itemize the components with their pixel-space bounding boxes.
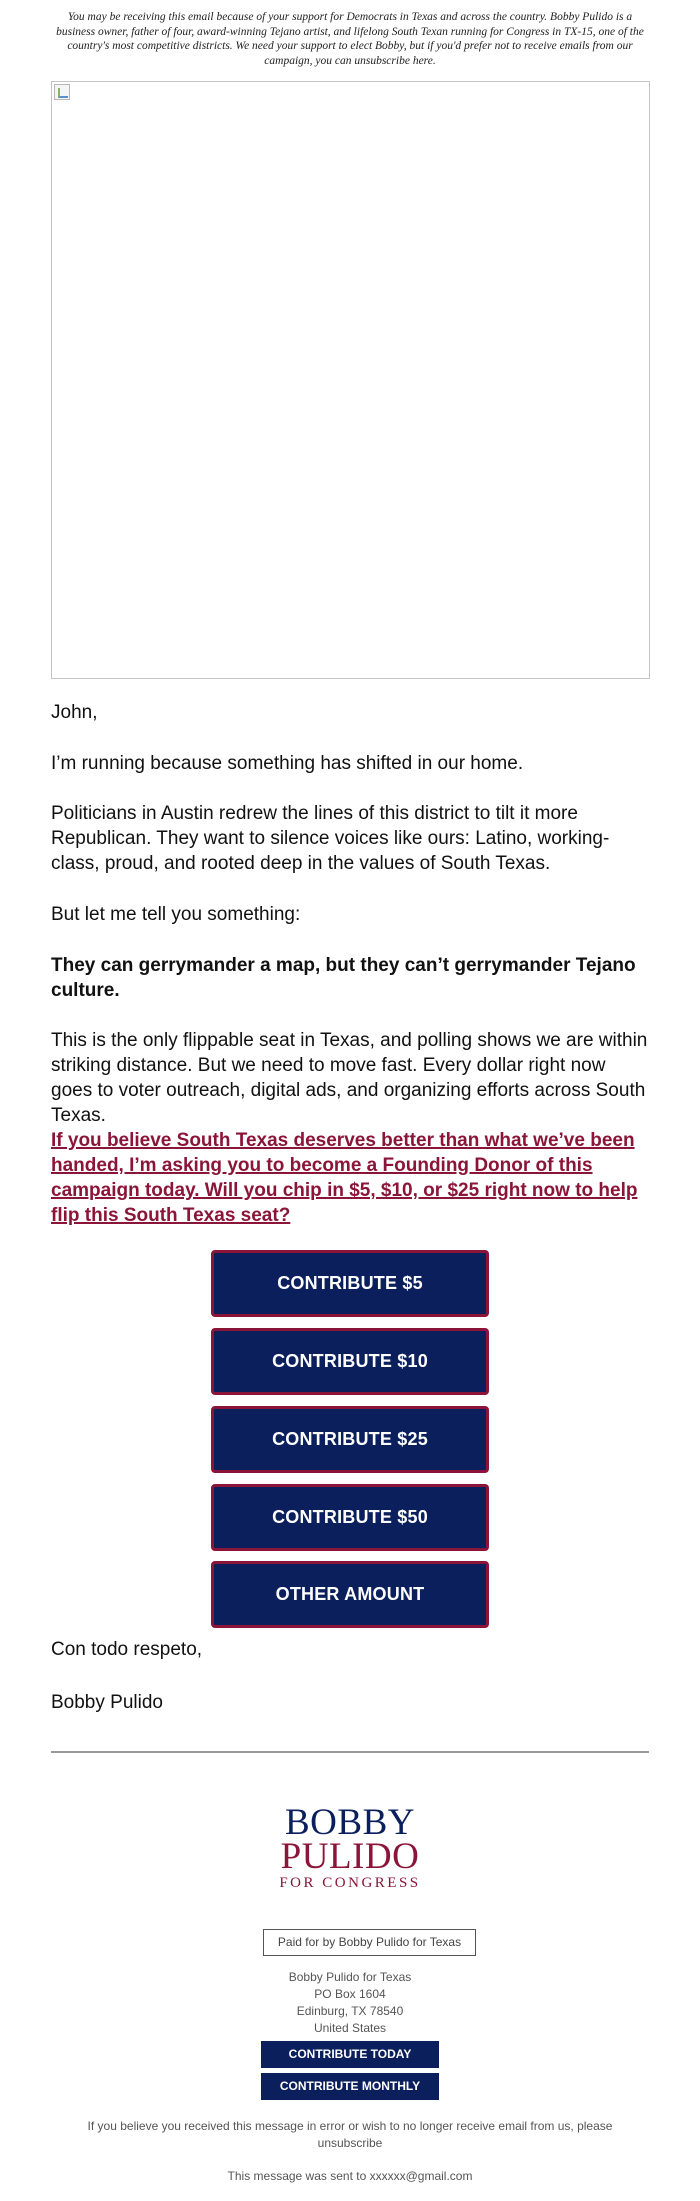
unsubscribe-text[interactable]: If you believe you received this message in error or wish to no longer receive email from us, please unsubscribe	[87, 2119, 613, 2150]
contribute-25-button[interactable]: CONTRIBUTE $25	[211, 1406, 489, 1473]
bold-statement: They can gerrymander a map, but they can’t gerrymander Tejano culture.	[51, 955, 636, 1001]
contribute-5-button[interactable]: CONTRIBUTE $5	[211, 1250, 489, 1317]
address-line: United States	[313, 2021, 387, 2035]
other-amount-button[interactable]: OTHER AMOUNT	[211, 1561, 489, 1628]
logo-line-2: PULIDO	[280, 1836, 420, 1877]
contribute-50-button[interactable]: CONTRIBUTE $50	[211, 1484, 489, 1551]
contribute-monthly-button[interactable]: CONTRIBUTE MONTHLY	[261, 2073, 439, 2100]
address-line: PO Box 1604	[314, 1987, 386, 2001]
preheader-text: You may be receiving this email because of your support for Democrats in Texas and across the country. Bobby Pulido is a business owner, father of four, award-winning Tejano artist, and lifelong South Texan running for Congress in TX-15, one of the country's most competitive districts. We need your support to elect Bobby, but if you'd prefer not to receive emails from our campaign, you can unsubscribe here.	[56, 11, 644, 67]
paragraph-2: Politicians in Austin redrew the lines of this district to tilt it more Republican. They want to silence voices like ours: Latino, working-class, proud, and rooted deep in the values of South Texas.	[51, 803, 610, 874]
logo-line-3: FOR CONGRESS	[279, 1875, 421, 1891]
paragraph-5: This is the only flippable seat in Texas, and polling shows we are within striking distance. But we need to move fast. Every dollar right now goes to voter outreach, digital ads, and organizing efforts across South Texas.	[51, 1030, 648, 1126]
founding-donor-link[interactable]: If you believe South Texas deserves better than what we’ve been handed, I’m asking you to become a Founding Donor of this campaign today. Will you chip in $5, $10, or $25 right now to help flip this South Texas seat?	[51, 1130, 638, 1226]
campaign-logo	[270, 1802, 430, 1892]
hero-image[interactable]	[51, 81, 650, 679]
divider	[51, 1751, 649, 1753]
signature-name: Bobby Pulido	[51, 1692, 163, 1713]
closing: Con todo respeto,	[51, 1639, 203, 1660]
paid-for-disclaimer: Paid for by Bobby Pulido for Texas	[263, 1929, 476, 1956]
contribute-today-button[interactable]: CONTRIBUTE TODAY	[261, 2041, 439, 2068]
address-line: Bobby Pulido for Texas	[288, 1970, 412, 1984]
address-line: Edinburg, TX 78540	[296, 2004, 404, 2018]
broken-image-icon	[54, 84, 70, 100]
logo-line-1: BOBBY	[285, 1802, 415, 1843]
paragraph-3: But let me tell you something:	[51, 904, 301, 925]
contribute-10-button[interactable]: CONTRIBUTE $10	[211, 1328, 489, 1395]
sent-to-text: This message was sent to xxxxxx@gmail.com	[227, 2169, 473, 2183]
greeting: John,	[51, 702, 98, 723]
paragraph-1: I’m running because something has shifted in our home.	[51, 753, 524, 774]
